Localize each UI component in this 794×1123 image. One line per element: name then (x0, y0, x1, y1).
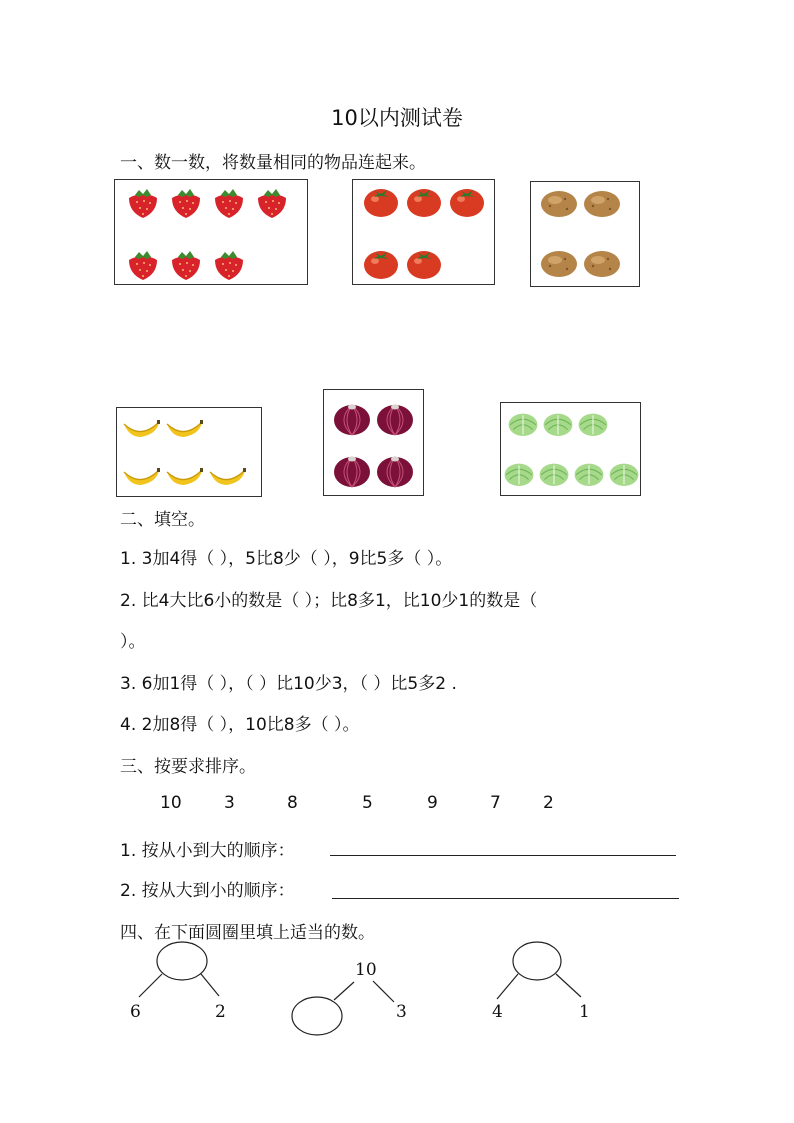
answer-line-1[interactable] (330, 855, 676, 856)
onion-icon (332, 398, 372, 440)
strawberry-icon (166, 186, 206, 220)
banana-icon (207, 458, 247, 492)
branch-line (556, 974, 581, 997)
fill-question-2: 2. 比4大比6小的数是（ ）；比8多1，比10少1的数是（ (120, 591, 538, 611)
branch-line (139, 974, 162, 997)
potato-icon (539, 246, 579, 280)
onion-icon (375, 450, 415, 492)
fill-question-4: 4. 2加8得（ ），10比8多（ ）。 (120, 715, 360, 735)
potato-icon (582, 246, 622, 280)
fill-question-1: 1. 3加4得（ ），5比8少（ ），9比5多（ ）。 (120, 549, 453, 569)
strawberry-icon (123, 186, 163, 220)
branch-line (497, 974, 518, 999)
answer-circle[interactable] (513, 942, 561, 980)
cabbage-icon (503, 459, 535, 489)
banana-icon (164, 458, 204, 492)
section4-heading: 四、在下面圆圈里填上适当的数。 (120, 923, 375, 943)
sort-number: 8 (287, 793, 298, 813)
sort-number: 9 (427, 793, 438, 813)
strawberry-icon (209, 248, 249, 282)
tree2-top-number: 10 (355, 960, 377, 980)
banana-icon (121, 410, 161, 444)
branch-line (201, 974, 219, 996)
fill-question-3: 3. 6加1得（ ），（ ）比10少3，（ ）比5多2 . (120, 674, 457, 694)
page-title: 10以内测试卷 (331, 106, 463, 130)
potato-icon (539, 186, 579, 220)
cabbage-icon (542, 409, 574, 439)
sort-numbers (0, 793, 794, 817)
sort-question-2: 2. 按从大到小的顺序： (120, 881, 295, 901)
section2-heading: 二、填空。 (120, 510, 205, 530)
tomato-box[interactable] (352, 179, 495, 285)
cabbage-icon (577, 409, 609, 439)
branch-line (334, 982, 354, 1000)
strawberry-icon (209, 186, 249, 220)
strawberry-icon (123, 248, 163, 282)
branch-line (373, 981, 394, 1002)
section1-heading: 一、数一数，将数量相同的物品连起来。 (120, 153, 426, 173)
potato-icon (582, 186, 622, 220)
onion-icon (375, 398, 415, 440)
cabbage-box[interactable] (500, 402, 641, 496)
tomato-icon (361, 246, 401, 280)
answer-line-2[interactable] (332, 898, 679, 899)
sort-number: 7 (490, 793, 501, 813)
answer-circle[interactable] (292, 997, 342, 1035)
tomato-icon (404, 184, 444, 218)
sort-number: 10 (160, 793, 182, 813)
banana-icon (164, 410, 204, 444)
tree3-left-number: 4 (492, 1002, 503, 1022)
onion-icon (332, 450, 372, 492)
fill-question-2-end: ）。 (120, 632, 146, 652)
cabbage-icon (573, 459, 605, 489)
strawberry-box[interactable] (114, 179, 308, 285)
tree3-right-number: 1 (579, 1002, 590, 1022)
sort-question-1: 1. 按从小到大的顺序： (120, 841, 295, 861)
sort-number: 2 (543, 793, 554, 813)
sort-number: 5 (362, 793, 373, 813)
tree1-right-number: 2 (215, 1002, 226, 1022)
sort-number: 3 (224, 793, 235, 813)
cabbage-icon (507, 409, 539, 439)
cabbage-icon (538, 459, 570, 489)
tomato-icon (361, 184, 401, 218)
tomato-icon (447, 184, 487, 218)
number-trees (0, 930, 794, 1050)
banana-box[interactable] (116, 407, 262, 497)
tree1-left-number: 6 (130, 1002, 141, 1022)
tomato-icon (404, 246, 444, 280)
cabbage-icon (608, 459, 640, 489)
strawberry-icon (252, 186, 292, 220)
strawberry-icon (166, 248, 206, 282)
answer-circle[interactable] (157, 942, 207, 980)
section3-heading: 三、按要求排序。 (120, 757, 256, 777)
tree2-right-number: 3 (396, 1002, 407, 1022)
potato-box[interactable] (530, 181, 640, 287)
onion-box[interactable] (323, 389, 424, 496)
banana-icon (121, 458, 161, 492)
